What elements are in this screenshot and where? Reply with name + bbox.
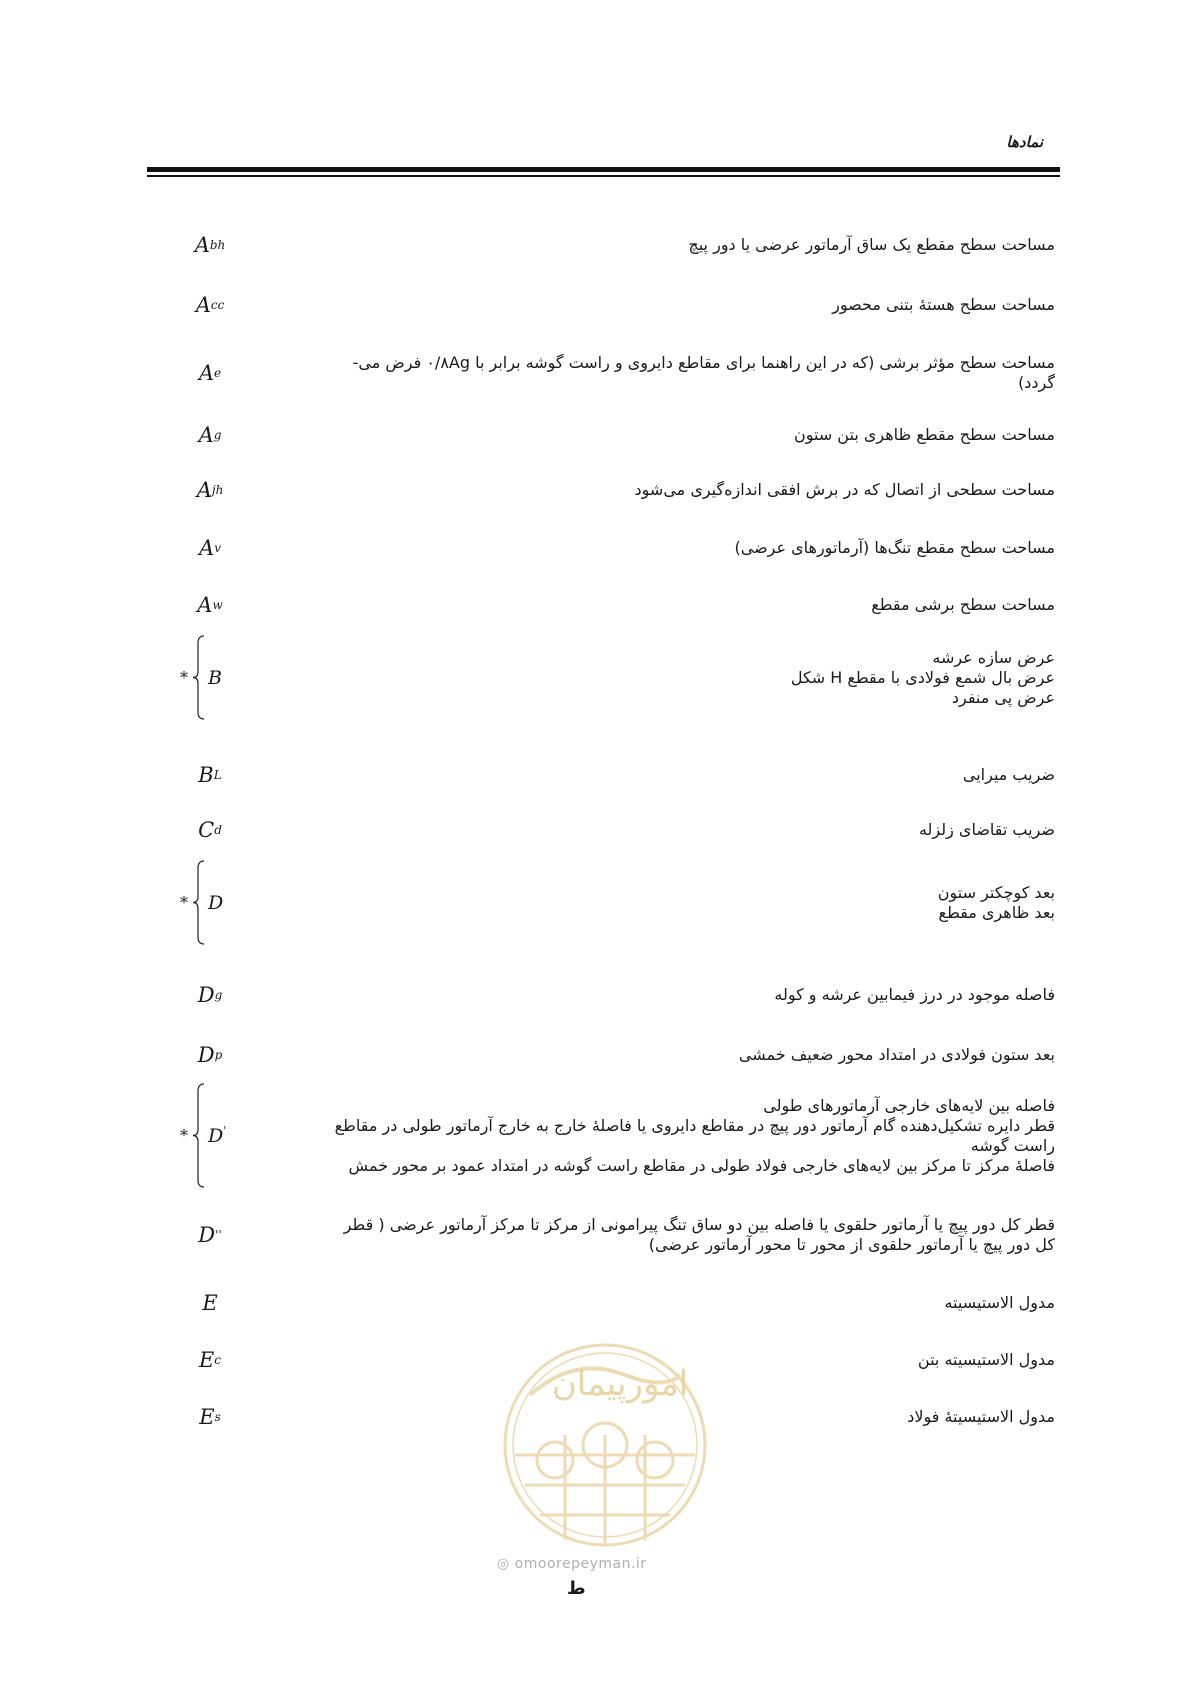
symbol-description xyxy=(262,415,1055,455)
description-line: قطر کل دور پیچ یا آرماتور حلقوی یا فاصله بین دو ساق تنگ پیرامونی از مرکز تا مرکز آرماتور عرضی ( قطر xyxy=(343,1215,1055,1234)
symbol-description xyxy=(262,755,1055,795)
description-line: مساحت سطح هستهٔ بتنی محصور xyxy=(832,295,1055,314)
symbol: E c xyxy=(198,1348,222,1372)
asterisk-mark: * xyxy=(180,893,188,912)
symbol-description xyxy=(262,975,1055,1015)
description-line: مساحت سطح برشی مقطع xyxy=(871,595,1055,614)
symbol-description xyxy=(262,810,1055,850)
symbol-letter: D' xyxy=(208,1124,227,1147)
symbol-description xyxy=(262,860,1055,945)
description-line: مساحت سطح مؤثر برشی (که در این راهنما برای مقاطع دایروی و راست گوشه برابر با ۰/۸Ag فرض می- xyxy=(352,352,1055,372)
symbol-row xyxy=(0,225,1190,265)
description-line: فاصله بین لایه‌های خارجی آرماتورهای طولی xyxy=(763,1095,1055,1115)
symbol-row xyxy=(0,470,1190,510)
description-line: عرض پی منفرد xyxy=(951,687,1055,707)
symbol: D p xyxy=(197,1043,223,1067)
symbol: E s xyxy=(199,1405,221,1429)
symbol: A bh xyxy=(194,233,226,257)
description-line: مدول الاستیسیته xyxy=(944,1293,1055,1312)
symbol-row xyxy=(0,585,1190,625)
symbol-row xyxy=(0,860,1190,945)
description-line: قطر دایره تشکیل‌دهنده گام آرماتور دور پیچ در مقاطع دایروی یا فاصلهٔ خارج به خارج آرماتور طولی در مقاطع xyxy=(334,1115,1055,1135)
symbol-row xyxy=(0,755,1190,795)
description-line: فاصلهٔ مرکز تا مرکز بین لایه‌های خارجی فولاد طولی در مقاطع راست گوشه در امتداد عمود بر محور خمش xyxy=(348,1155,1055,1175)
header-rule-thin xyxy=(147,175,1060,177)
symbol-description xyxy=(262,340,1055,405)
description-line: بعد کوچکتر ستون xyxy=(937,882,1055,902)
watermark-logo-text: امورپیمان xyxy=(551,1364,689,1404)
symbol-description xyxy=(262,225,1055,265)
description-line: بعد ستون فولادی در امتداد محور ضعیف خمشی xyxy=(738,1045,1055,1064)
left-brace-icon xyxy=(192,635,206,720)
symbol: A g xyxy=(198,423,222,447)
header-rule-thick xyxy=(147,167,1060,172)
symbol-row xyxy=(0,810,1190,850)
symbol: A cc xyxy=(195,293,225,317)
watermark-url: ◎ omoorepeyman.ir xyxy=(497,1556,647,1572)
description-line: ضریب میرایی xyxy=(962,765,1055,784)
watermark-logo xyxy=(495,1335,715,1555)
description-line: مساحت سطح مقطع ظاهری بتن ستون xyxy=(793,425,1055,444)
symbol: A v xyxy=(199,536,221,560)
description-line: مساحت سطح مقطع تنگ‌ها (آرماتورهای عرضی) xyxy=(734,538,1055,557)
symbol: B L xyxy=(198,763,222,787)
description-line: مدول الاستیسیته بتن xyxy=(917,1350,1055,1369)
symbol-description xyxy=(262,1083,1055,1188)
symbol: A e xyxy=(198,360,222,385)
symbol-description xyxy=(262,1035,1055,1075)
symbol-row xyxy=(0,1205,1190,1265)
left-brace-icon xyxy=(192,860,206,945)
symbol: E xyxy=(202,1291,218,1315)
description-line: کل دور پیچ یا آرماتور حلقوی از محور تا محور آرماتور عرضی) xyxy=(648,1235,1055,1254)
symbol-row xyxy=(0,285,1190,325)
description-line: گردد) xyxy=(1018,372,1055,392)
symbol-row xyxy=(0,528,1190,568)
description-line: بعد ظاهری مقطع xyxy=(938,902,1055,922)
left-brace-icon xyxy=(192,1083,206,1188)
symbol: A w xyxy=(197,593,223,617)
globe-icon: ◎ xyxy=(497,1556,510,1572)
description-line: عرض بال شمع فولادی با مقطع H شکل xyxy=(790,667,1055,687)
symbol-row xyxy=(0,1035,1190,1075)
symbol: D g xyxy=(197,983,223,1007)
symbol-description xyxy=(262,585,1055,625)
description-line: ضریب تقاضای زلزله xyxy=(918,820,1055,839)
description-line: عرض سازه عرشه xyxy=(932,647,1055,667)
symbol-row xyxy=(0,635,1190,720)
symbol-row xyxy=(0,415,1190,455)
symbol: A jh xyxy=(196,478,224,502)
description-line: راست گوشه xyxy=(970,1135,1055,1155)
description-line: مساحت سطحی از اتصال که در برش افقی اندازه‌گیری می‌شود xyxy=(634,480,1055,499)
symbol-row xyxy=(0,340,1190,405)
symbol: C d xyxy=(198,818,222,842)
asterisk-mark: * xyxy=(180,668,188,687)
symbol-row xyxy=(0,975,1190,1015)
symbol-description xyxy=(262,1205,1055,1265)
symbol: D '' xyxy=(198,1223,222,1247)
asterisk-mark: * xyxy=(180,1126,188,1145)
description-line: فاصله موجود در درز فیمابین عرشه و کوله xyxy=(774,985,1055,1004)
symbol-letter: D xyxy=(208,891,224,914)
symbol-description xyxy=(262,635,1055,720)
page-number: ط xyxy=(567,1578,586,1599)
symbol-row xyxy=(0,1083,1190,1188)
page-header-title: نمادها xyxy=(1006,133,1043,151)
symbol-description xyxy=(262,528,1055,568)
description-line: مدول الاستیسیتهٔ فولاد xyxy=(907,1407,1055,1426)
description-line: مساحت سطح مقطع یک ساق آرماتور عرضی یا دور پیچ xyxy=(688,235,1055,254)
symbol-letter: B xyxy=(208,666,222,689)
symbol-description xyxy=(262,470,1055,510)
symbol-row xyxy=(0,1283,1190,1323)
symbol-description xyxy=(262,285,1055,325)
symbol-description xyxy=(262,1283,1055,1323)
